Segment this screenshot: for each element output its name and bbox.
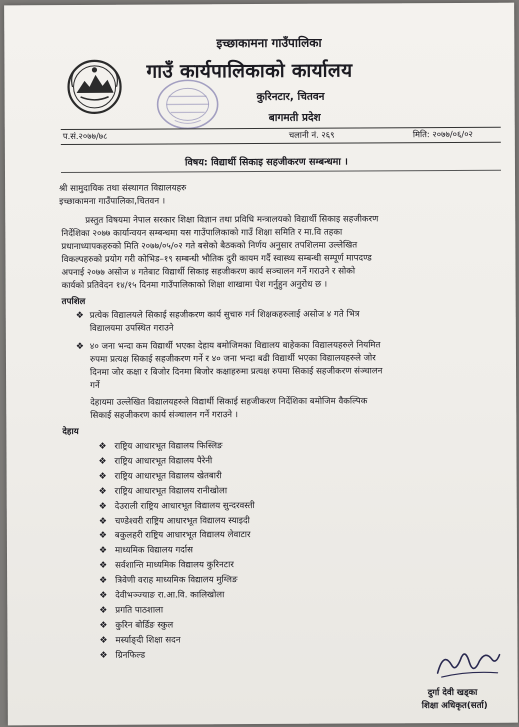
signatory-title: शिक्षा अधिकृत(सर्ता) <box>421 700 488 712</box>
diamond-bullet-icon: ❖ <box>98 531 108 542</box>
paragraph-line: निर्देशिका २०७७ कार्यान्वयन सम्बन्धमा यस गाउँपालिकाको गाउँ शिक्षा समिति र मा.वि तहका <box>61 227 343 240</box>
dehaya-heading: देहाय <box>62 426 79 438</box>
diamond-bullet-icon: ❖ <box>99 605 108 616</box>
school-list-item: देउराली राष्ट्रिय आधारभूत विद्यालय सुन्दरवस्ती <box>114 500 255 512</box>
diamond-bullet-icon: ❖ <box>98 546 108 557</box>
tapshil-item-line: रुपमा प्रत्यक्ष सिकाई सहजीकरण गर्ने र ४० जना भन्दा बढी विद्यार्थी भएका विद्यालयहरुले जोर <box>89 353 376 365</box>
tapshil-item-line: प्रत्येक विद्यालयले सिकाई सहजीकरण कार्य सुचारु गर्न शिक्षकहरुलाई असोज ४ गते भित्र <box>89 309 360 321</box>
office-stamp-icon <box>154 76 220 132</box>
recipient-line-1: श्री सामुदायिक तथा संस्थागत विद्यालयहरु <box>59 183 187 195</box>
school-list-item: मर्स्याङ्दी शिक्षा सदन <box>115 635 181 646</box>
signatory-name: दुर्गा देवी खड्का <box>427 687 478 699</box>
dispatch-number: चलानी नं. २६९ <box>288 129 335 140</box>
subject-line: विषय: विद्यार्थी सिकाइ सहजीकरण सम्बन्धमा । <box>184 156 348 169</box>
school-list-item: चण्डेश्वरी राष्ट्रिय आधारभूत विद्यालय स्याइदी <box>114 515 250 527</box>
school-list-item: ग्रिनफिल्ड <box>115 650 146 661</box>
tapshil-item-line: सिकाई सहजीकरण कार्य संञ्चालन गर्ने गराउने । <box>90 410 239 421</box>
fiscal-year: प.सं.२०७७/७८ <box>62 130 108 142</box>
tapshil-item-line: ४० जना भन्दा कम विद्यार्थी भएका देहाय बमोजिमका विद्यालय बाहेकका विद्यालयहरुले नियमित <box>89 340 381 352</box>
diamond-bullet-icon: ❖ <box>99 575 108 586</box>
diamond-bullet-icon: ❖ <box>98 456 107 467</box>
tapshil-item-line: विद्यालयमा उपस्थित गराउने <box>89 323 174 334</box>
diamond-bullet-icon: ❖ <box>99 560 108 572</box>
school-list-item: राष्ट्रिय आधारभूत विद्यालय रानीखोला <box>114 485 228 497</box>
diamond-bullet-icon: ❖ <box>98 486 107 497</box>
school-list-item: देवीभञ्ज्याङ रा.आ.वि. कालिखोला <box>115 590 225 601</box>
diamond-bullet-icon: ❖ <box>98 471 107 482</box>
reference-bar <box>61 127 501 145</box>
school-list-item: सर्वशान्ति माध्यमिक विद्यालय कुरिनटार <box>115 560 234 571</box>
recipient-line-2: इच्छाकामना गाउँपालिका,चितवन । <box>59 196 166 208</box>
school-list-item: राष्ट्रिय आधारभूत विद्यालय फिस्लिङ <box>114 441 223 452</box>
diamond-bullet-icon: ❖ <box>99 620 108 631</box>
paragraph-line: प्रस्तुत विषयमा नेपाल सरकार शिक्षा विज्ञान तथा प्रविधि मन्त्रालयको विद्यार्थी सिकाइ सहजीकरण <box>85 214 379 226</box>
office-title: गाउँ कार्यपालिकाको कार्यालय <box>146 59 353 83</box>
office-province: बागमती प्रदेश <box>268 111 321 124</box>
subject-divider <box>61 170 501 173</box>
diamond-bullet-icon: ❖ <box>99 635 108 646</box>
paragraph-line: विकल्पहरुको प्रयोग गरी कोभिड–१९ सम्बन्धी भौतिक दुरी कायम गर्दै स्वास्थ्य सम्बन्धी सम्पूर्ण मापदण्ड <box>61 253 372 266</box>
handwritten-signature-icon <box>431 643 503 683</box>
school-list-item: कुरिन बोर्डिङ स्कुल <box>115 620 174 631</box>
school-list-item: त्रिवेणी वराह माध्यमिक विद्यालय मुग्लिङ <box>115 575 238 586</box>
tapshil-item-line: दिनमा जोर कक्षा र बिजोर दिनमा बिजोर कक्षाहरुमा प्रत्यक्ष रुपमा सिकाई सहजीकरण संञ्चालन <box>90 366 383 378</box>
school-list-item: बकुलहरी राष्ट्रिय आधारभूत विद्यालय लेवाटार <box>114 530 251 542</box>
diamond-bullet-icon: ❖ <box>98 516 107 527</box>
paragraph-line: प्रधानाध्यापकहरुको मिति २०७७/०५/०२ गते बसेको बैठकको निर्णय अनुसार तपशिलमा उल्लेखित <box>61 240 358 253</box>
diamond-bullet-icon: ❖ <box>75 310 84 321</box>
paragraph-line: अपनाई २०७७ असोज ४ गतेबाट विद्यार्थी सिकाइ सहजीकरण कार्य सञ्चालन गर्ने गराउने र सोको <box>61 266 356 279</box>
government-emblem-icon <box>66 59 122 115</box>
diamond-bullet-icon: ❖ <box>98 501 107 512</box>
tapshil-item-line: देहायमा उल्लेखित विद्यालयहरुले विद्यार्थी सिकाई सहजीकरण निर्देशिका बमोजिम वैकल्पिक <box>90 396 368 408</box>
tapshil-item-line: गर्ने <box>90 380 100 391</box>
letter-date: मिति: २०७७/०६/०२ <box>412 128 473 140</box>
school-list-item: माध्यमिक विद्यालय गर्दास <box>114 545 193 557</box>
paragraph-line: कार्यको प्रतिवेदन १४/१५ दिनमा गाउँपालिकाको शिक्षा शाखामा पेश गर्नुहुन अनुरोध छ । <box>61 279 328 292</box>
diamond-bullet-icon: ❖ <box>75 341 85 352</box>
school-list-item: प्रगति पाठशाला <box>115 605 164 616</box>
diamond-bullet-icon: ❖ <box>98 441 107 452</box>
diamond-bullet-icon: ❖ <box>99 650 108 661</box>
tapshil-heading: तपशिल <box>61 296 86 308</box>
school-list-item: राष्ट्रिय आधारभूत विद्यालय खेतबारी <box>114 471 222 482</box>
diamond-bullet-icon: ❖ <box>99 590 108 601</box>
office-address: कुरिनटार, चितवन <box>256 90 325 104</box>
school-list-item: राष्ट्रिय आधारभूत विद्यालय पैरेनी <box>114 456 213 467</box>
letter-page <box>4 3 518 726</box>
municipality-name: इच्छाकामना गाउँपालिका <box>216 35 322 51</box>
